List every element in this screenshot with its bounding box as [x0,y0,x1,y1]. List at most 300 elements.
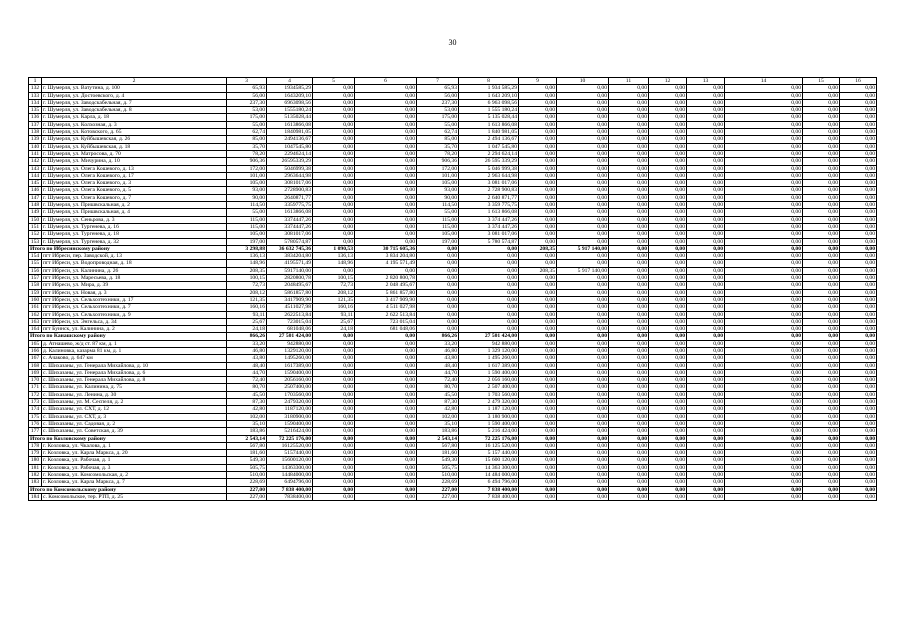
table-row [29,442,877,449]
value-cell: 0,00 [417,304,459,311]
value-cell: 0,00 [459,275,519,282]
value-cell: 0,00 [803,165,840,172]
total-value-cell: 0,00 [649,245,687,252]
value-cell: 0,00 [803,282,840,289]
value-cell: 0,00 [313,340,355,347]
value-cell: 2 820 800,78 [355,275,417,282]
value-cell: 906,36 [417,158,459,165]
table-row [29,92,877,99]
value-cell: 0,00 [840,472,877,479]
value-cell: 0,00 [840,85,877,92]
table-row [29,450,877,457]
value-cell: 2 622 513,84 [355,311,417,318]
value-cell: 0,00 [557,187,609,194]
total-value-cell: 0,00 [313,333,355,340]
address-cell: с. Шихазаны, ул. Советская, д. 39 [42,428,227,435]
total-value-cell: 0,00 [313,435,355,442]
value-cell: 0,00 [649,420,687,427]
value-cell: 0,00 [557,442,609,449]
value-cell: 115,00 [417,223,459,230]
value-cell: 0,00 [803,340,840,347]
value-cell: 6963098,56 [267,99,313,106]
value-cell: 0,00 [609,107,649,114]
value-cell: 0,00 [687,326,725,333]
value-cell: 114,50 [417,202,459,209]
value-cell: 906,36 [227,158,267,165]
row-number-cell: 182 [29,472,42,479]
value-cell: 100,15 [313,275,355,282]
value-cell: 0,00 [725,406,803,413]
value-cell: 0,00 [519,318,557,325]
value-cell: 43,80 [227,355,267,362]
table-row [29,172,877,179]
value-cell: 42,80 [227,406,267,413]
address-cell: г. Шумерля, ул. Котовского, д. 65 [42,129,227,136]
table-row [29,347,877,354]
value-cell: 228,69 [417,479,459,486]
value-cell: 0,00 [803,114,840,121]
row-number-cell: 149 [29,209,42,216]
value-cell: 35,70 [417,143,459,150]
row-number-cell: 175 [29,413,42,420]
value-cell: 0,00 [687,172,725,179]
value-cell: 0,00 [519,85,557,92]
value-cell: 0,00 [609,420,649,427]
table-row [29,99,877,106]
value-cell: 0,00 [725,340,803,347]
value-cell: 35,10 [227,420,267,427]
value-cell: 0,00 [725,267,803,274]
total-value-cell: 0,00 [459,245,519,252]
value-cell: 5 046 999,38 [459,165,519,172]
value-cell: 0,00 [557,377,609,384]
value-cell: 0,00 [649,289,687,296]
value-cell: 1 703 560,00 [459,391,519,398]
value-cell: 0,00 [609,362,649,369]
value-cell: 0,00 [355,99,417,106]
value-cell: 0,00 [725,180,803,187]
table-row [29,194,877,201]
value-cell: 208,12 [227,289,267,296]
value-cell: 0,00 [557,450,609,457]
value-cell: 0,00 [725,282,803,289]
value-cell: 1 187 120,00 [459,406,519,413]
row-number-cell: 184 [29,493,42,500]
row-number-cell: 163 [29,318,42,325]
value-cell: 0,00 [355,165,417,172]
value-cell: 0,00 [725,107,803,114]
value-cell: 0,00 [840,362,877,369]
value-cell: 0,00 [313,347,355,354]
value-cell: 0,00 [519,99,557,106]
value-cell: 0,00 [687,238,725,245]
value-cell: 90,00 [417,194,459,201]
value-cell: 0,00 [355,413,417,420]
value-cell: 0,00 [803,399,840,406]
value-cell: 0,00 [725,464,803,471]
value-cell: 0,00 [355,209,417,216]
value-cell: 183,86 [417,428,459,435]
value-cell: 0,00 [557,391,609,398]
value-cell: 237,30 [417,99,459,106]
row-number-cell: 132 [29,85,42,92]
value-cell: 121,35 [313,296,355,303]
table-row [29,369,877,376]
value-cell: 62,74 [417,129,459,136]
row-number-cell: 177 [29,428,42,435]
value-cell: 0,00 [840,121,877,128]
value-cell: 0,00 [840,150,877,157]
value-cell: 942 880,00 [459,340,519,347]
value-cell: 0,00 [557,194,609,201]
address-cell: г. Шумерля, ул. Тургенева, д. 18 [42,231,227,238]
value-cell: 0,00 [725,377,803,384]
value-cell: 0,00 [840,158,877,165]
value-cell: 26595339,29 [267,158,313,165]
value-cell: 0,00 [519,369,557,376]
value-cell: 0,00 [725,450,803,457]
value-cell: 0,00 [687,194,725,201]
value-cell: 0,00 [725,129,803,136]
total-value-cell: 7 838 400,00 [267,486,313,493]
column-number-cell: 10 [557,78,609,85]
row-number-cell: 151 [29,223,42,230]
value-cell: 0,00 [557,202,609,209]
value-cell: 0,00 [557,238,609,245]
value-cell: 0,00 [649,267,687,274]
value-cell: 0,00 [313,369,355,376]
value-cell: 0,00 [649,311,687,318]
value-cell: 0,00 [557,172,609,179]
value-cell: 567,80 [417,442,459,449]
table-row [29,165,877,172]
value-cell: 0,00 [840,129,877,136]
value-cell: 0,00 [519,413,557,420]
value-cell: 0,00 [519,260,557,267]
value-cell: 0,00 [803,420,840,427]
value-cell: 0,00 [803,326,840,333]
value-cell: 0,00 [313,391,355,398]
value-cell: 102,00 [227,413,267,420]
value-cell: 0,00 [355,399,417,406]
value-cell: 0,00 [725,121,803,128]
value-cell: 0,00 [649,136,687,143]
value-cell: 5135028,44 [267,114,313,121]
value-cell: 45,50 [417,391,459,398]
value-cell: 0,00 [313,267,355,274]
value-cell: 72,73 [313,282,355,289]
value-cell: 0,00 [840,493,877,500]
row-number-cell: 174 [29,406,42,413]
value-cell: 148,96 [227,260,267,267]
value-cell: 102,00 [417,413,459,420]
value-cell: 2056160,00 [267,377,313,384]
table-row [29,311,877,318]
address-cell: пгт Ибреси, ул. Сельхозтехники, д. 7 [42,304,227,311]
value-cell: 0,00 [313,223,355,230]
value-cell: 0,00 [803,450,840,457]
value-cell: 0,00 [725,289,803,296]
value-cell: 0,00 [649,464,687,471]
value-cell: 0,00 [355,114,417,121]
value-cell: 0,00 [459,318,519,325]
value-cell: 0,00 [803,99,840,106]
value-cell: 228,69 [227,479,267,486]
value-cell: 0,00 [519,391,557,398]
value-cell: 0,00 [803,180,840,187]
row-number-cell: 172 [29,391,42,398]
value-cell: 65,93 [227,85,267,92]
value-cell: 505,75 [417,464,459,471]
address-cell: пгт Ибреси, ул. Новая, д. 3 [42,289,227,296]
row-number-cell: 165 [29,340,42,347]
value-cell: 723 015,04 [355,318,417,325]
value-cell: 0,00 [609,355,649,362]
value-cell: 0,00 [417,289,459,296]
value-cell: 80,70 [417,384,459,391]
value-cell: 5 135 028,44 [459,114,519,121]
value-cell: 0,00 [687,464,725,471]
row-number-cell: 183 [29,479,42,486]
value-cell: 0,00 [609,231,649,238]
address-cell: г. Шумерля, ул. Матросова, д. 70 [42,150,227,157]
value-cell: 0,00 [725,362,803,369]
table-row [29,326,877,333]
value-cell: 0,00 [557,275,609,282]
value-cell: 5 861 857,80 [355,289,417,296]
value-cell: 0,00 [557,479,609,486]
district-total-row [29,333,877,340]
value-cell: 0,00 [355,347,417,354]
value-cell: 0,00 [355,238,417,245]
value-cell: 0,00 [649,399,687,406]
value-cell: 0,00 [725,304,803,311]
value-cell: 0,00 [687,493,725,500]
value-cell: 549,30 [227,457,267,464]
row-number-cell: 180 [29,457,42,464]
value-cell: 0,00 [803,479,840,486]
value-cell: 0,00 [355,223,417,230]
address-cell: г. Шумерля, ул. Сеньрова, д. 3 [42,216,227,223]
value-cell: 0,00 [649,253,687,260]
table-row [29,289,877,296]
value-cell: 3 081 017,06 [459,180,519,187]
value-cell: 0,00 [649,326,687,333]
total-value-cell: 0,00 [519,333,557,340]
value-cell: 0,00 [725,216,803,223]
value-cell: 0,00 [355,136,417,143]
total-value-cell: 30 715 605,36 [355,245,417,252]
total-value-cell: 0,00 [609,435,649,442]
value-cell: 0,00 [609,260,649,267]
value-cell: 56,00 [417,92,459,99]
value-cell: 0,00 [840,136,877,143]
value-cell: 0,00 [649,340,687,347]
value-cell: 0,00 [609,377,649,384]
value-cell: 0,00 [313,114,355,121]
value-cell: 0,00 [840,194,877,201]
value-cell: 0,00 [519,304,557,311]
value-cell: 0,00 [609,369,649,376]
total-value-cell: 0,00 [355,486,417,493]
row-number-cell: 144 [29,172,42,179]
value-cell: 0,00 [687,260,725,267]
value-cell: 0,00 [840,202,877,209]
value-cell: 72,40 [417,377,459,384]
value-cell: 2479320,00 [267,399,313,406]
value-cell: 0,00 [687,472,725,479]
value-cell: 1613866,08 [267,209,313,216]
value-cell: 0,00 [519,493,557,500]
value-cell: 0,00 [557,457,609,464]
value-cell: 2 494 136,67 [459,136,519,143]
table-row [29,318,877,325]
value-cell: 0,00 [840,165,877,172]
value-cell: 0,00 [649,406,687,413]
value-cell: 0,00 [725,238,803,245]
value-cell: 0,00 [609,304,649,311]
total-value-cell: 0,00 [803,435,840,442]
value-cell: 0,00 [313,450,355,457]
value-cell: 0,00 [803,289,840,296]
value-cell: 0,00 [649,493,687,500]
value-cell: 0,00 [313,209,355,216]
value-cell: 0,00 [803,428,840,435]
value-cell: 0,00 [557,129,609,136]
value-cell: 56,00 [227,92,267,99]
value-cell: 0,00 [313,420,355,427]
row-number-cell: 170 [29,377,42,384]
total-value-cell: 5 917 140,00 [557,245,609,252]
value-cell: 0,00 [803,216,840,223]
value-cell: 0,00 [840,420,877,427]
value-cell: 2963644,98 [267,172,313,179]
value-cell: 15 600 120,00 [459,457,519,464]
value-cell: 0,00 [725,420,803,427]
column-number-row [29,78,877,85]
value-cell: 0,00 [313,479,355,486]
value-cell: 2294624,14 [267,150,313,157]
value-cell: 115,00 [227,223,267,230]
value-cell: 0,00 [609,442,649,449]
value-cell: 0,00 [840,253,877,260]
value-cell: 0,00 [687,420,725,427]
value-cell: 87,30 [227,399,267,406]
value-cell: 0,00 [313,493,355,500]
address-cell: г. Шумерля, ул. Куйбышевская, д. 26 [42,136,227,143]
total-value-cell: 866,26 [417,333,459,340]
value-cell: 0,00 [355,92,417,99]
value-cell: 0,00 [687,355,725,362]
address-cell: д. Атнашево, ж/д ст. 87 км, д. 1 [42,340,227,347]
total-value-cell: 0,00 [609,333,649,340]
value-cell: 0,00 [557,296,609,303]
value-cell: 0,00 [557,121,609,128]
value-cell: 0,00 [725,318,803,325]
value-cell: 0,00 [459,267,519,274]
table-row [29,275,877,282]
value-cell: 0,00 [803,369,840,376]
value-cell: 5 917 140,00 [557,267,609,274]
table-row [29,340,877,347]
value-cell: 567,80 [227,442,267,449]
column-number-cell: 12 [649,78,687,85]
address-cell: г. Шумерля, ул. Олега Кошевого, д. 17 [42,172,227,179]
value-cell: 0,00 [313,413,355,420]
value-cell: 0,00 [840,238,877,245]
value-cell: 208,35 [227,267,267,274]
value-cell: 0,00 [519,187,557,194]
value-cell: 0,00 [557,223,609,230]
value-cell: 0,00 [355,143,417,150]
address-cell: г. Шумерля, ул. Колхозная, д. 3 [42,121,227,128]
value-cell: 0,00 [459,289,519,296]
value-cell: 6 494 796,00 [459,479,519,486]
value-cell: 0,00 [840,442,877,449]
value-cell: 24,18 [313,326,355,333]
column-number-cell: 2 [42,78,227,85]
value-cell: 0,00 [840,391,877,398]
total-value-cell: 27 501 424,00 [267,333,313,340]
column-number-cell: 4 [267,78,313,85]
table-row [29,231,877,238]
value-cell: 0,00 [519,340,557,347]
value-cell: 0,00 [519,92,557,99]
column-number-cell: 16 [840,78,877,85]
address-cell: г. Шумерля, ул. Пришвскальная, д. 4 [42,209,227,216]
value-cell: 0,00 [355,362,417,369]
value-cell: 5861857,80 [267,289,313,296]
value-cell: 0,00 [557,428,609,435]
value-cell: 0,00 [557,384,609,391]
value-cell: 0,00 [725,260,803,267]
value-cell: 2 479 320,00 [459,399,519,406]
address-cell: г. Козловка, ул. Карла Маркса, д. 7 [42,479,227,486]
address-cell: г. Шумерля, ул. Тургенева, д. 16 [42,223,227,230]
value-cell: 0,00 [725,399,803,406]
value-cell: 0,00 [417,282,459,289]
value-cell: 0,00 [609,158,649,165]
value-cell: 0,00 [459,260,519,267]
value-cell: 0,00 [840,289,877,296]
value-cell: 0,00 [687,180,725,187]
value-cell: 0,00 [649,165,687,172]
value-cell: 4 511 027,98 [355,304,417,311]
row-number-cell: 143 [29,165,42,172]
value-cell: 2 963 644,98 [459,172,519,179]
row-number-cell: 179 [29,450,42,457]
total-value-cell: 7 838 400,00 [459,486,519,493]
value-cell: 0,00 [557,318,609,325]
value-cell: 0,00 [803,318,840,325]
value-cell: 0,00 [557,472,609,479]
table-row [29,216,877,223]
row-number-cell: 135 [29,107,42,114]
table-row [29,150,877,157]
table-row [29,399,877,406]
total-value-cell: 0,00 [519,435,557,442]
value-cell: 78,20 [417,150,459,157]
value-cell: 0,00 [725,165,803,172]
value-cell: 25,67 [313,318,355,325]
value-cell: 14363300,00 [267,464,313,471]
value-cell: 1934585,29 [267,85,313,92]
value-cell: 0,00 [649,99,687,106]
value-cell: 0,00 [725,355,803,362]
value-cell: 0,00 [417,253,459,260]
value-cell: 3359775,75 [267,202,313,209]
value-cell: 48,40 [417,362,459,369]
